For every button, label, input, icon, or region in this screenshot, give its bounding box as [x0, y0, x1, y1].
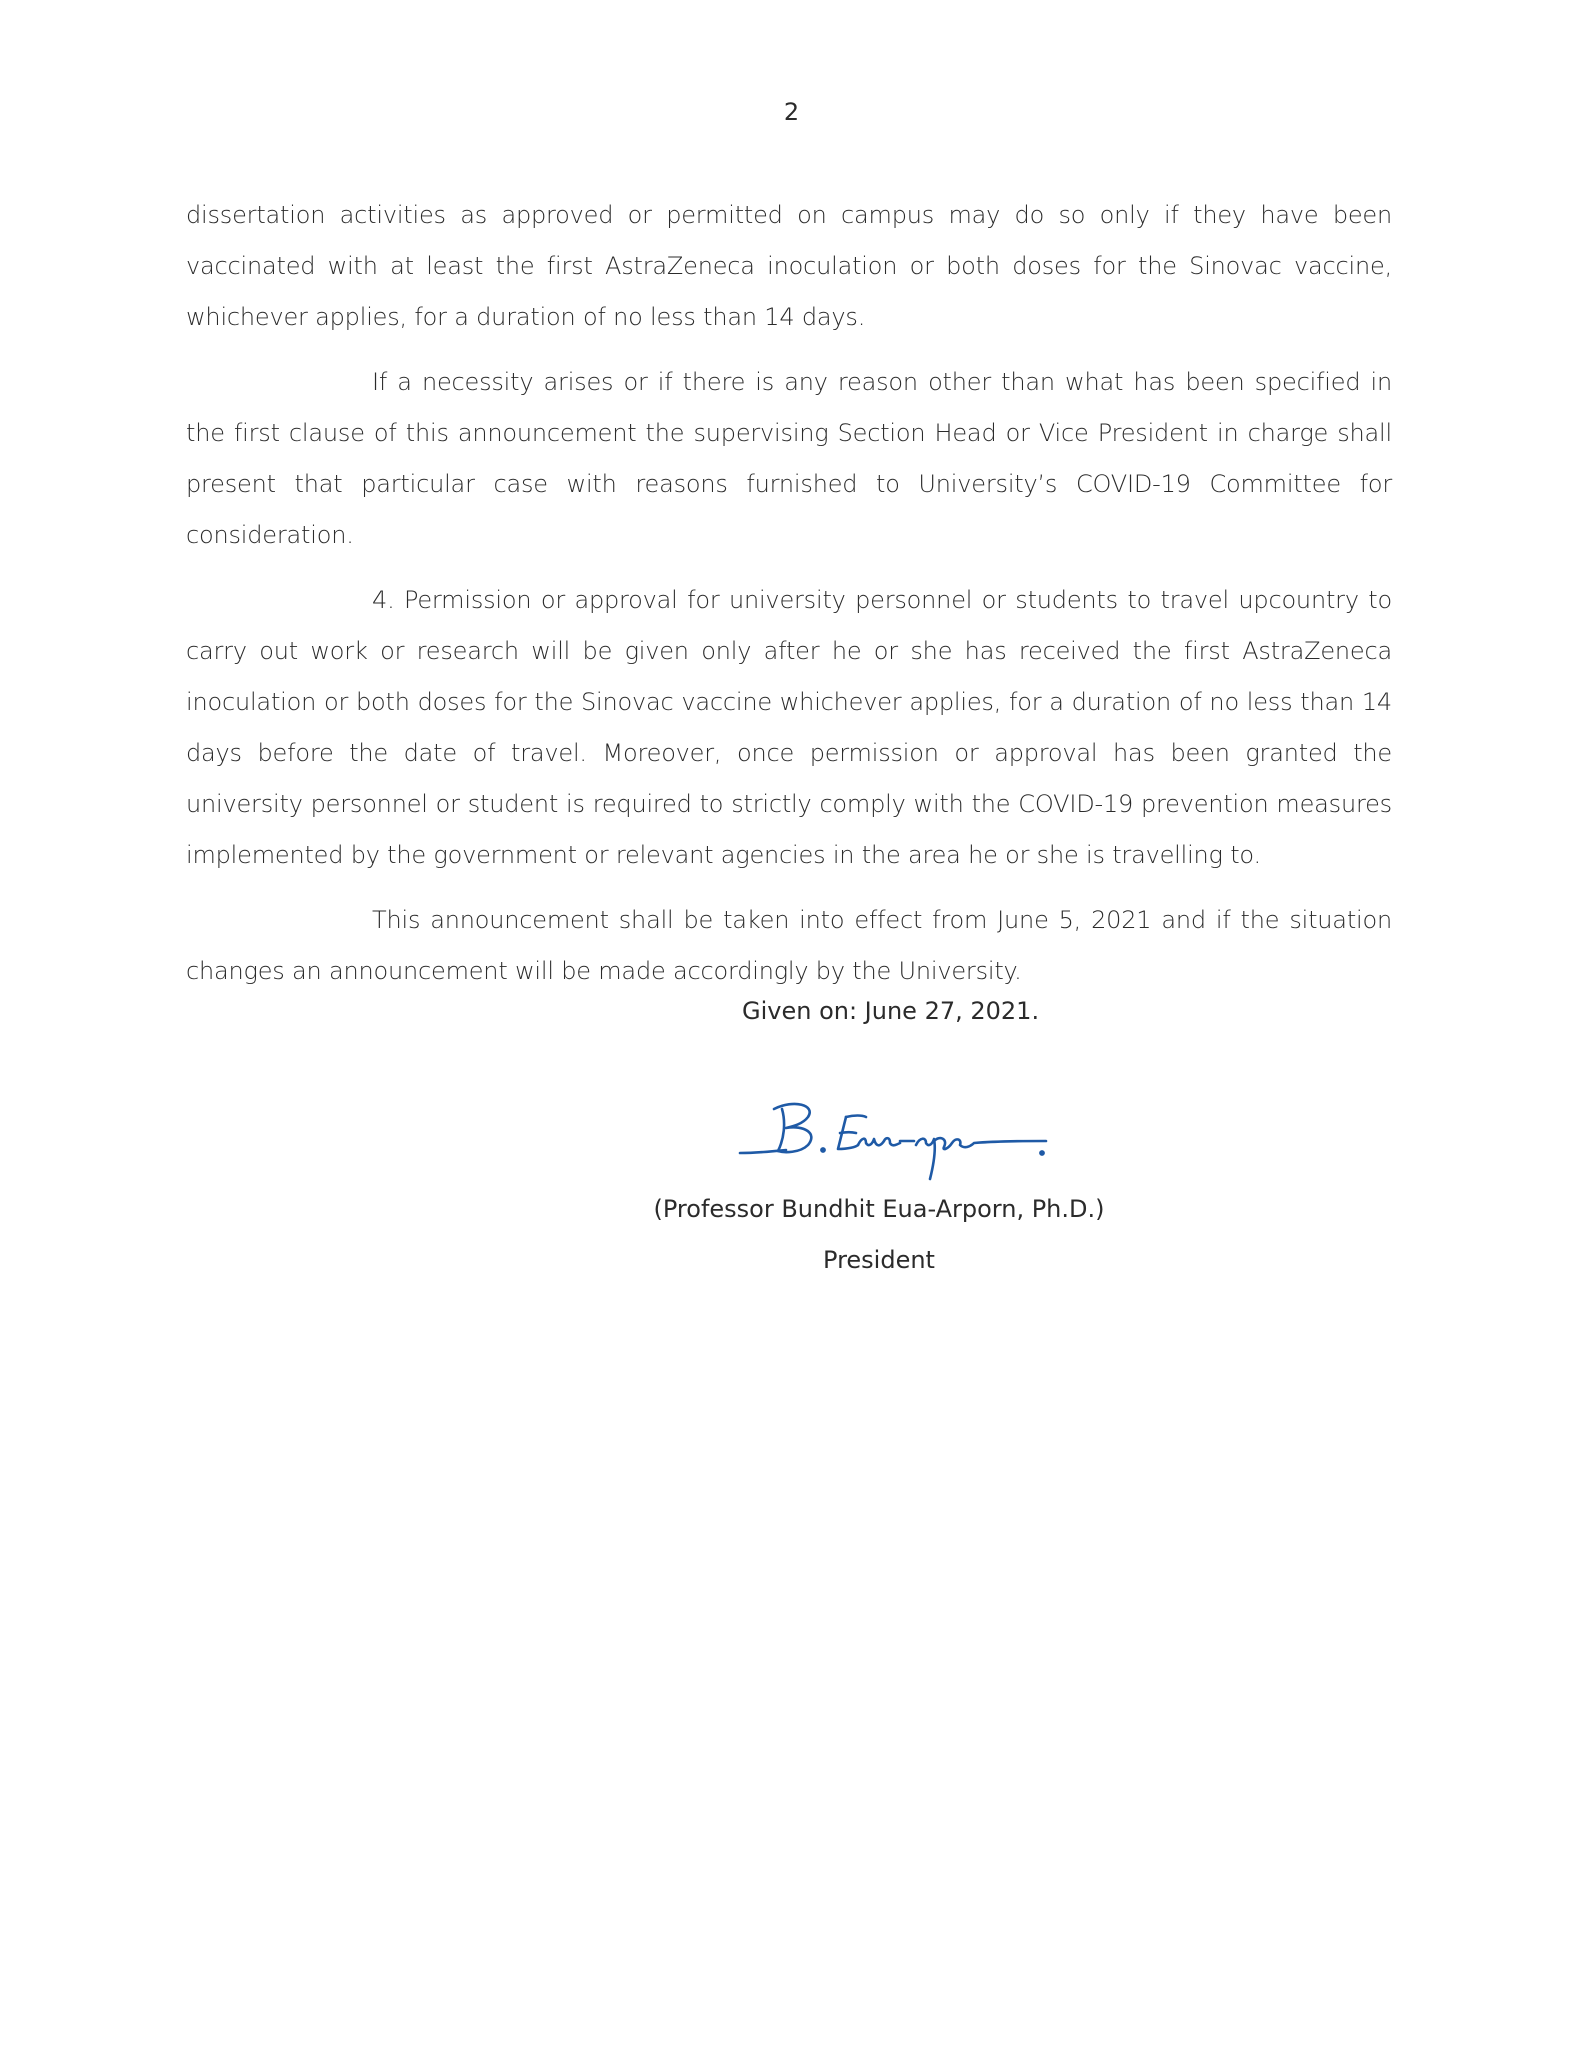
- paragraph-necessity-exception: If a necessity arises or if there is any reason other than what has been specified in the first clause of this announcement the supervising Section Head or Vice President in charge shall present that particular case with reasons furnished to University’s COVID-19 Committee for consideration.: [186, 368, 1392, 549]
- page-number: 2: [783, 98, 800, 126]
- signer-title: President: [823, 1246, 935, 1274]
- paragraph-clause-4-travel: 4. Permission or approval for university personnel or students to travel upcountry to carry out work or research will be given only after he or she has received the first AstraZeneca inoculation or both doses for the Sinovac vaccine whichever applies, for a duration of no less than 14 days before the date of travel. Moreover, once permission or approval has been granted the university personnel or student is required to strictly comply with the COVID-19 prevention measures implemented by the government or relevant agencies in the area he or she is travelling to.: [186, 586, 1392, 869]
- given-on-date: Given on: June 27, 2021.: [742, 997, 1040, 1025]
- paragraph-effective-date: This announcement shall be taken into effect from June 5, 2021 and if the situation changes an announcement will be made accordingly by the University.: [186, 906, 1392, 985]
- paragraph-vaccination-campus: dissertation activities as approved or permitted on campus may do so only if they have been vaccinated with at least the first AstraZeneca inoculation or both doses for the Sinovac vaccine, whichever applies, for a duration of no less than 14 days.: [186, 201, 1392, 331]
- handwritten-signature: [738, 1095, 1048, 1185]
- signer-name: (Professor Bundhit Eua-Arporn, Ph.D.): [653, 1195, 1105, 1223]
- announcement-body: [186, 190, 1392, 997]
